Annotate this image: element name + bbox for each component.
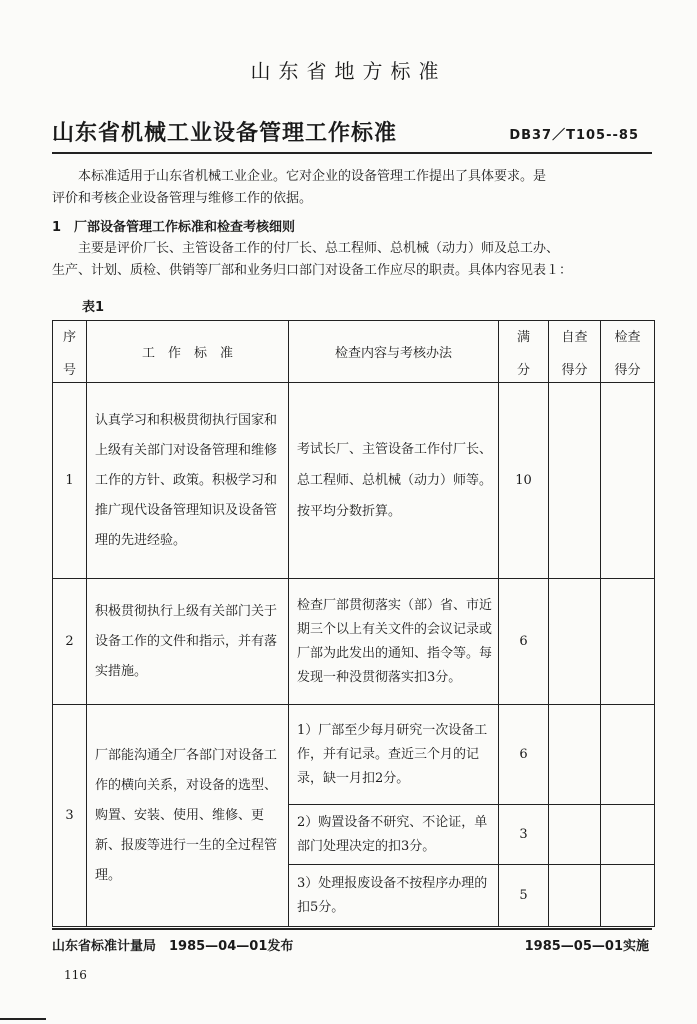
- row-3-sub-2-score: 3: [499, 805, 549, 865]
- header-self-top: 自查: [561, 329, 588, 345]
- header-seq: [53, 321, 87, 383]
- section-heading: 1 厂部设备管理工作标准和检查考核细则: [52, 220, 296, 235]
- intro-line-2: 评价和考核企业设备管理与维修工作的依据。: [52, 191, 313, 206]
- row-2-score: 6: [499, 579, 549, 705]
- scope-paragraph: [52, 238, 652, 282]
- assessment-table: [52, 320, 655, 927]
- table-label: 表1: [82, 300, 105, 315]
- row-3-sub-1-score: 6: [499, 705, 549, 805]
- header-check-top: 检查: [614, 329, 641, 345]
- header-seq-top: 序: [62, 329, 76, 345]
- row-1-score: 10: [499, 383, 549, 579]
- table-header-row: [53, 321, 655, 383]
- table-row: [53, 383, 655, 579]
- table-row: [53, 579, 655, 705]
- row-1-check-score: [601, 383, 655, 579]
- row-2-seq: 2: [53, 579, 87, 705]
- row-3-sub-3-score: 5: [499, 865, 549, 927]
- row-1-self-score: [549, 383, 601, 579]
- document-title: 山东省机械工业设备管理工作标准: [52, 121, 398, 146]
- header-method: 检查内容与考核办法: [289, 321, 499, 383]
- row-2-self-score: [549, 579, 601, 705]
- header-check-bottom: 得分: [614, 362, 641, 378]
- document-code: DB37／T105--85: [509, 128, 639, 143]
- scope-line-2: 生产、计划、质检、供销等厂部和业务归口部门对设备工作应尽的职责。具体内容见表１：: [52, 263, 573, 278]
- row-1-method: 考试长厂、主管设备工作付厂长、总工程师、总机械（动力）师等。按平均分数折算。: [289, 383, 499, 579]
- table-row: [53, 705, 655, 805]
- row-3-sub-1-self-score: [549, 705, 601, 805]
- title-rule: [52, 152, 652, 154]
- header-self-bottom: 得分: [561, 362, 588, 378]
- row-2-method: 检查厂部贯彻落实（部）省、市近期三个以上有关文件的会议记录或厂部为此发出的通知、指令等。每发现一种没贯彻落实扣3分。: [289, 579, 499, 705]
- intro-line-1: 本标准适用于山东省机械工业企业。它对企业的设备管理工作提出了具体要求。是: [78, 169, 547, 184]
- row-3-sub-1-check-score: [601, 705, 655, 805]
- header-check-score: [601, 321, 655, 383]
- header-criteria: 工 作 标 准: [87, 321, 289, 383]
- footer-issuer: 山东省标准计量局 1985—04—01发布: [52, 939, 294, 954]
- row-2-check-score: [601, 579, 655, 705]
- header-self-score: [549, 321, 601, 383]
- row-3-criteria: 厂部能沟通全厂各部门对设备工作的横向关系，对设备的选型、购置、安装、使用、维修、更新、报废等进行一生的全过程管理。: [87, 705, 289, 927]
- row-1-seq: 1: [53, 383, 87, 579]
- row-3-sub-2-self-score: [549, 805, 601, 865]
- row-3-sub-2-method: 2）购置设备不研究、不论证，单部门处理决定的扣3分。: [289, 805, 499, 865]
- page-number: 116: [64, 968, 87, 982]
- header-org: 山东省地方标准: [250, 59, 447, 83]
- margin-mark: [0, 1018, 46, 1020]
- intro-paragraph: [52, 166, 652, 210]
- row-1-criteria: 认真学习和积极贯彻执行国家和上级有关部门对设备管理和维修工作的方针、政策。积极学习和推广现代设备管理知识及设备管理的先进经验。: [87, 383, 289, 579]
- scope-line-1: 主要是评价厂长、主管设备工作的付厂长、总工程师、总机械（动力）师及总工办、: [78, 241, 560, 256]
- footer-effective-date: 1985—05—01实施: [524, 939, 649, 954]
- row-3-sub-3-method: 3）处理报废设备不按程序办理的扣5分。: [289, 865, 499, 927]
- header-full-bottom: 分: [516, 362, 530, 378]
- footer-rule: [52, 928, 652, 930]
- row-3-seq: 3: [53, 705, 87, 927]
- row-3-sub-3-self-score: [549, 865, 601, 927]
- row-2-criteria: 积极贯彻执行上级有关部门关于设备工作的文件和指示，并有落实措施。: [87, 579, 289, 705]
- header-seq-bottom: 号: [62, 362, 76, 378]
- header-full-top: 满: [516, 329, 530, 345]
- row-3-sub-1-method: 1）厂部至少每月研究一次设备工作，并有记录。查近三个月的记录，缺一月扣2分。: [289, 705, 499, 805]
- header-full-score: [499, 321, 549, 383]
- row-3-sub-3-check-score: [601, 865, 655, 927]
- row-3-sub-2-check-score: [601, 805, 655, 865]
